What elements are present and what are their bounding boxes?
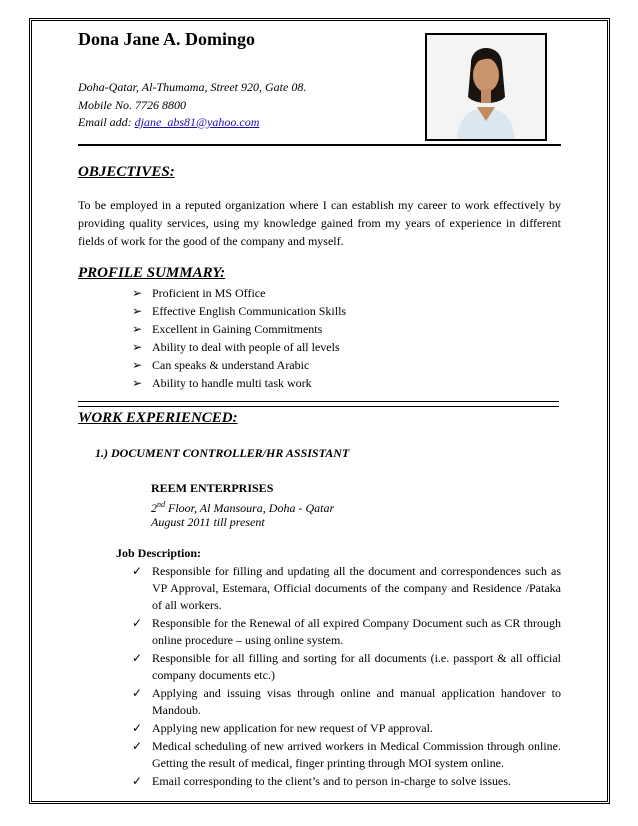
email-link[interactable]: djane_abs81@yahoo.com — [134, 115, 260, 129]
task-item: ✓ Responsible for filling and updating all the document and correspondences such as VP Approval, Estemara, Official documents of the company and Residence /Pataka of all workers. — [132, 564, 561, 612]
arrow-bullet-icon: ➢ — [132, 304, 143, 318]
objectives-heading: OBJECTIVES: — [78, 164, 175, 180]
checkmark-icon: ✓ — [132, 564, 143, 578]
employment-period: August 2011 till present — [151, 515, 265, 529]
profile-heading: PROFILE SUMMARY: — [78, 265, 226, 281]
checkmark-icon: ✓ — [132, 651, 143, 665]
applicant-name: Dona Jane A. Domingo — [78, 29, 256, 49]
profile-item: ➢ Ability to handle multi task work — [132, 376, 312, 390]
task-item: ✓ Responsible for the Renewal of all expired Company Document such as CR through online procedure – using online system. — [132, 616, 561, 647]
arrow-bullet-icon: ➢ — [132, 376, 143, 390]
profile-item: ➢ Can speaks & understand Arabic — [132, 358, 310, 372]
profile-item: ➢ Excellent in Gaining Commitments — [132, 322, 323, 336]
address-line: Doha-Qatar, Al-Thumama, Street 920, Gate 08. — [78, 80, 307, 94]
company-address: 2nd Floor, Al Mansoura, Doha - Qatar — [151, 500, 335, 515]
task-list — [132, 563, 561, 791]
profile-list — [132, 284, 346, 392]
profile-item: ➢ Proficient in MS Office — [132, 286, 266, 300]
arrow-bullet-icon: ➢ — [132, 340, 143, 354]
checkmark-icon: ✓ — [132, 616, 143, 630]
mobile-line: Mobile No. 7726 8800 — [78, 98, 186, 112]
objectives-text: To be employed in a reputed organization where I can establish my career to work effectively by providing quality services, using my knowledge gained from my years of experience in different fields of work for the good of the company and myself. — [78, 198, 561, 248]
work-heading: WORK EXPERIENCED: — [78, 410, 238, 426]
profile-item: ➢ Ability to deal with people of all levels — [132, 340, 340, 354]
checkmark-icon: ✓ — [132, 721, 143, 735]
arrow-bullet-icon: ➢ — [132, 286, 143, 300]
arrow-bullet-icon: ➢ — [132, 358, 143, 372]
checkmark-icon: ✓ — [132, 774, 143, 788]
company-name: REEM ENTERPRISES — [151, 481, 274, 495]
task-item: ✓ Medical scheduling of new arrived workers in Medical Commission through online. Getting the result of medical, finger printing through MOI system online. — [132, 739, 561, 770]
task-item: ✓ Email corresponding to the client’s and to person in-charge to solve issues. — [132, 774, 512, 788]
profile-photo — [425, 33, 547, 141]
section-divider — [78, 401, 559, 407]
arrow-bullet-icon: ➢ — [132, 322, 143, 336]
checkmark-icon: ✓ — [132, 739, 143, 753]
job-description-label: Job Description: — [116, 546, 201, 560]
task-item: ✓ Applying new application for new request of VP approval. — [132, 721, 433, 735]
task-item: ✓ Responsible for all filling and sorting for all documents (i.e. passport & all official company documents etc.) — [132, 651, 561, 682]
header-divider — [78, 144, 561, 146]
email-label: Email add: — [78, 115, 135, 129]
email-line — [78, 113, 259, 131]
checkmark-icon: ✓ — [132, 686, 143, 700]
portrait-illustration — [427, 35, 545, 139]
profile-item: ➢ Effective English Communication Skills — [132, 304, 347, 318]
job-title: 1.) DOCUMENT CONTROLLER/HR ASSISTANT — [95, 446, 350, 460]
task-item: ✓ Applying and issuing visas through online and manual application handover to Mandoub. — [132, 686, 561, 717]
